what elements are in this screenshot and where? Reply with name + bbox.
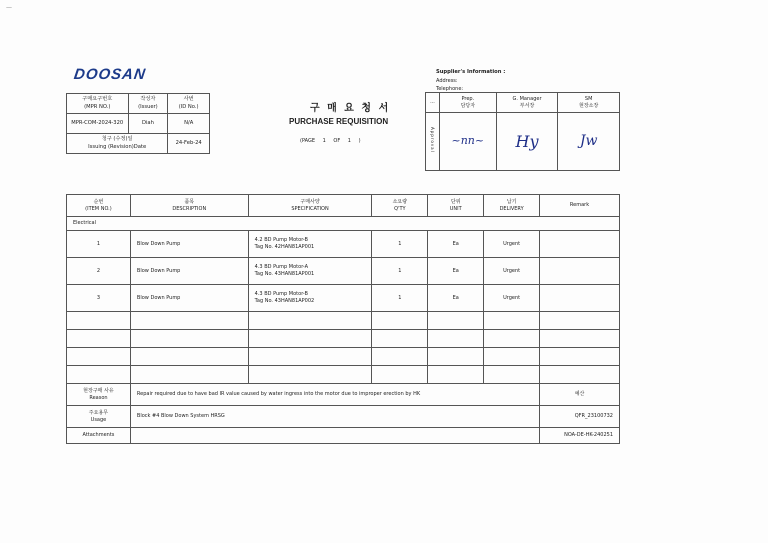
- reason-label: 현장구매 사유 Reason: [67, 384, 131, 406]
- supplier-telephone: Telephone:: [436, 86, 464, 92]
- row-unit: Ea: [428, 285, 484, 312]
- title-english: PURCHASE REQUISITION: [289, 117, 389, 126]
- mpr-no-header: 구매요구번호 (MPR NO.): [67, 94, 129, 114]
- empty-row: [67, 366, 620, 384]
- id-no-value: N/A: [168, 114, 210, 134]
- reason-text: Repair required due to have bad IR value caused by water ingress into the motor due to improper erection by HK: [130, 384, 539, 406]
- row-desc: Blow Down Pump: [130, 231, 248, 258]
- section-label: Electrical: [67, 217, 620, 231]
- approval-vertical-label: Approval: [426, 113, 440, 171]
- supplier-heading: Supplier's Information :: [436, 69, 506, 75]
- row-qty: 1: [372, 258, 428, 285]
- col-description: 품목 DESCRIPTION: [130, 195, 248, 217]
- empty-row: [67, 348, 620, 366]
- row-delivery: Urgent: [484, 258, 540, 285]
- row-qty: 1: [372, 231, 428, 258]
- supplier-address: Address:: [436, 77, 458, 84]
- col-unit: 단위 UNIT: [428, 195, 484, 217]
- col-delivery: 납기 DELIVERY: [484, 195, 540, 217]
- issuer-value: Diah: [128, 114, 168, 134]
- id-no-header: 사번 (ID No.): [168, 94, 210, 114]
- row-no: 3: [67, 285, 131, 312]
- col-remark: Remark: [540, 195, 620, 217]
- doosan-logo: DOOSAN: [72, 66, 148, 83]
- col-qty: 소요량 Q'TY: [372, 195, 428, 217]
- empty-row: [67, 312, 620, 330]
- sm-header: SM 현장소장: [558, 93, 620, 113]
- row-no: 2: [67, 258, 131, 285]
- usage-code: QFR_23100732: [540, 406, 620, 428]
- usage-text: Block #4 Blow Down System HRSG: [130, 406, 539, 428]
- table-row: [67, 231, 620, 258]
- attachment-ref: NOA-DE-HK-240251: [540, 428, 620, 444]
- supplier-info: [436, 68, 505, 94]
- row-unit: Ea: [428, 231, 484, 258]
- empty-row: [67, 330, 620, 348]
- title-korean: 구 매 요 청 서: [310, 103, 391, 114]
- row-remark: [540, 231, 620, 258]
- usage-label: 주요용무 Usage: [67, 406, 131, 428]
- col-specification: 구매사양 SPECIFICATION: [248, 195, 372, 217]
- row-spec: 4.3 BD Pump Motor-A Tag No. 43HAN81AP001: [248, 258, 372, 285]
- row-spec: 4.3 BD Pump Motor-B Tag No. 43HAN81AP002: [248, 285, 372, 312]
- issuer-header: 작성자 (Issuer): [128, 94, 168, 114]
- row-spec: 4.2 BD Pump Motor-B Tag No. 42HAN81AP001: [248, 231, 372, 258]
- row-remark: [540, 258, 620, 285]
- gm-signature: Hy: [496, 113, 558, 171]
- id-block: [66, 93, 210, 154]
- mpr-no-value: MPR-COM-2024-320: [67, 114, 129, 134]
- table-row: [67, 285, 620, 312]
- approval-block: [425, 92, 620, 171]
- scan-mark: —: [6, 4, 12, 11]
- row-delivery: Urgent: [484, 231, 540, 258]
- table-row: [67, 258, 620, 285]
- attachments-cell: [130, 428, 539, 444]
- sm-signature: Jw: [558, 113, 620, 171]
- approval-corner: ...: [426, 93, 440, 113]
- row-delivery: Urgent: [484, 285, 540, 312]
- row-desc: Blow Down Pump: [130, 285, 248, 312]
- row-unit: Ea: [428, 258, 484, 285]
- budget-label: 예산: [540, 384, 620, 406]
- page-indicator: (PAGE 1 OF 1 ): [300, 138, 361, 144]
- issue-date-value: 24-Feb-24: [168, 134, 210, 154]
- prep-header: Prep. 담당자: [439, 93, 496, 113]
- row-desc: Blow Down Pump: [130, 258, 248, 285]
- prep-signature: ~nn~: [439, 113, 496, 171]
- row-remark: [540, 285, 620, 312]
- issue-date-header: 청구 (수정)일 Issuing (Revision)Date: [67, 134, 168, 154]
- row-no: 1: [67, 231, 131, 258]
- col-item-no: 순번 (ITEM NO.): [67, 195, 131, 217]
- gm-header: G. Manager 부서장: [496, 93, 558, 113]
- row-qty: 1: [372, 285, 428, 312]
- attachments-label: Attachments: [67, 428, 131, 444]
- items-table: [66, 194, 620, 444]
